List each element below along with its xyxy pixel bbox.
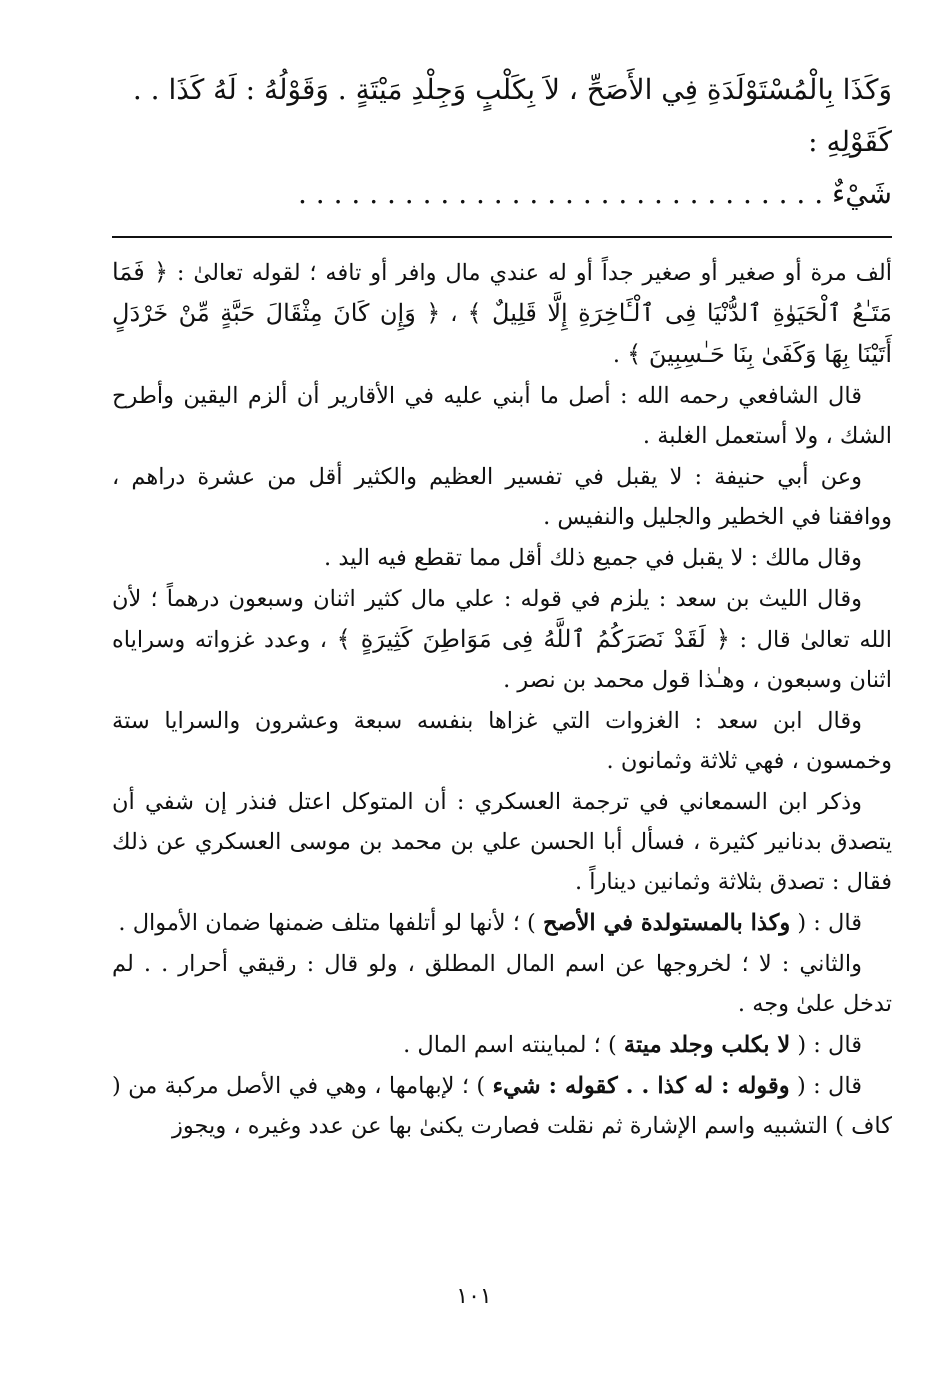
paragraph-10 <box>112 1025 892 1065</box>
paragraph-11-text-b: ) ؛ لإبهامها ، وهي في الأصل مركبة من ( كاف ) التشبيه واسم الإشارة ثم نقلت فصارت يكنىٰ بها عن عدد وغيره ، ويجوز <box>112 1073 892 1139</box>
matn-line-1: وَكَذَا بِالْمُسْتَوْلَدَةِ فِي الأَصَحِّ ، لاَ بِكَلْبٍ وَجِلْدِ مَيْتَةٍ . وَقَوْلُهُ : لَهُ كَذَا . . كَقَوْلِهِ : <box>132 73 892 158</box>
quran-verse-3: ﴿ لَقَدْ نَصَرَكُمُ ٱللَّهُ فِى مَوَاطِنَ كَثِيرَةٍ ﴾ <box>336 625 730 653</box>
paragraph-2: قال الشافعي رحمه الله : أصل ما أبني عليه في الأقارير أن ألزم اليقين وأطرح الشك ، ولا أستعمل الغلبة . <box>112 383 892 449</box>
paragraph-11 <box>112 1066 892 1146</box>
paragraph-7: وذكر ابن السمعاني في ترجمة العسكري : أن المتوكل اعتل فنذر إن شفي أن يتصدق بدنانير كثيرة ، فسأل أبا الحسن علي بن محمد بن موسى العسكري عن ذلك فقال : تصدق بثلاثة وثمانين ديناراً . <box>112 789 892 895</box>
paragraph-4: وقال مالك : لا يقبل في جميع ذلك أقل مما تقطع فيه اليد . <box>324 545 862 571</box>
paragraph-1-text-a: ألف مرة أو صغير أو صغير جداً أو له عندي مال وافر أو تافه ؛ لقوله تعالىٰ : <box>168 260 892 286</box>
paragraph-11-matn-quote: وقوله : له كذا . . كقوله : شيء <box>492 1073 790 1099</box>
paragraph-10-text-a: قال : ( <box>790 1032 862 1058</box>
commentary-block <box>112 252 892 1146</box>
quran-verse-1: ﴿ فَمَا مَتَـٰعُ ٱلْحَيَوٰةِ ٱلدُّنْيَا فِى ٱلْـَٔاخِرَةِ إِلَّا قَلِيلٌ ﴾ <box>112 258 892 327</box>
paragraph-1-text-b: ، <box>440 301 468 327</box>
paragraph-5-text-a: وقال الليث بن سعد : يلزم في قوله : علي مال كثير اثنان وسبعون درهماً ؛ لأن الله تعالىٰ قال : <box>112 586 892 653</box>
paragraph-8-matn-quote: وكذا بالمستولدة في الأصح <box>542 910 791 936</box>
paragraph-5 <box>112 579 892 700</box>
paragraph-10-text-b: ) ؛ لمباينته اسم المال . <box>403 1032 624 1058</box>
quran-verse-2: ﴿ وَإِن كَانَ مِثْقَالَ حَبَّةٍ مِّنْ خَرْدَلٍ أَتَيْنَا بِهَا وَكَفَىٰ بِنَا حَـٰسِبِينَ ﴾ <box>112 299 892 368</box>
paragraph-9: والثاني : لا ؛ لخروجها عن اسم المال المطلق ، ولو قال : رقيقي أحرار . . لم تدخل علىٰ وجه . <box>112 951 892 1017</box>
paragraph-1-text-c: . <box>612 342 628 368</box>
paragraph-5-text-b: ، وعدد غزواته وسراياه اثنان وسبعون ، وهـٰذا قول محمد بن نصر . <box>112 627 892 693</box>
separator-rule <box>112 236 892 238</box>
paragraph-1 <box>112 252 892 375</box>
page-body <box>112 64 892 1147</box>
paragraph-11-text-a: قال : ( <box>789 1073 862 1099</box>
paragraph-8 <box>112 903 892 943</box>
paragraph-8-text-a: قال : ( <box>790 910 862 936</box>
matn-line-2: شَيْءٌ . . . . . . . . . . . . . . . . . . . . . . . . . . . . . . <box>298 177 892 210</box>
paragraph-6: وقال ابن سعد : الغزوات التي غزاها بنفسه سبعة وعشرون والسرايا ستة وخمسون ، فهي ثلاثة وثمانون . <box>112 708 892 774</box>
page-number: ١٠١ <box>456 1284 492 1309</box>
paragraph-8-text-b: ) ؛ لأنها لو أتلفها متلف ضمنها ضمان الأموال . <box>118 910 543 936</box>
paragraph-10-matn-quote: لا بكلب وجلد ميتة <box>623 1032 791 1058</box>
matn-block <box>112 64 892 220</box>
paragraph-3: وعن أبي حنيفة : لا يقبل في تفسير العظيم والكثير أقل من عشرة دراهم ، ووافقنا في الخطير والجليل والنفيس . <box>112 464 892 530</box>
